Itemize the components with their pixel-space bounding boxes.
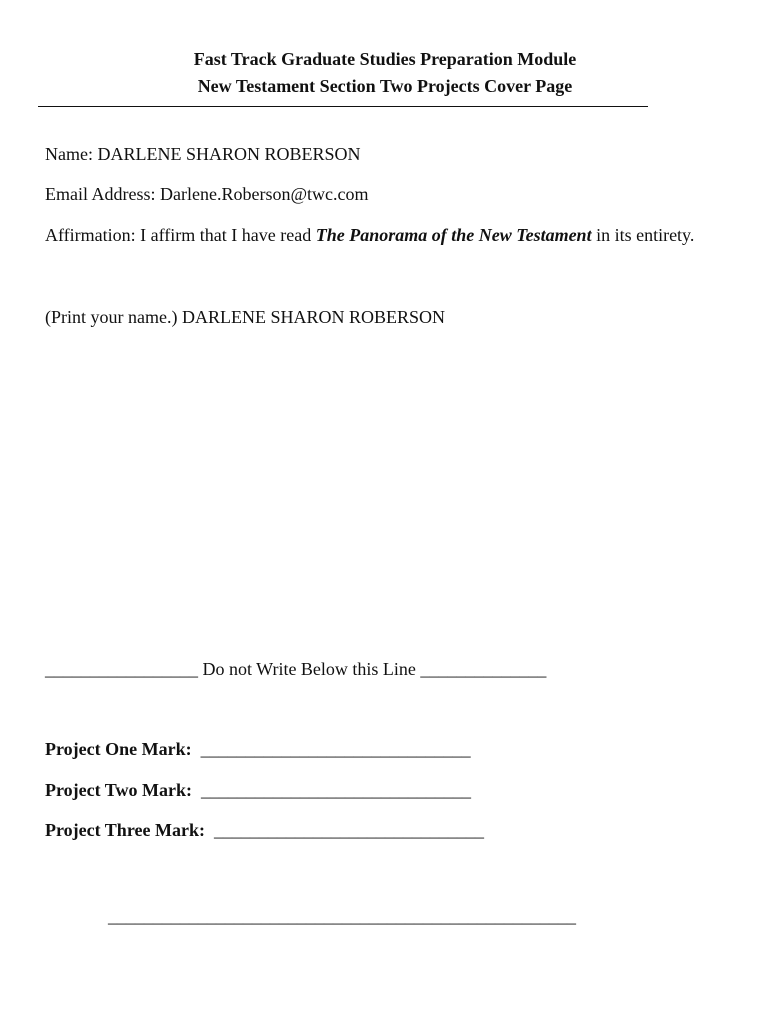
project-two-blank: ______________________________ xyxy=(191,780,471,800)
project-three-label: Project Three Mark: xyxy=(45,820,205,840)
project-two-label: Project Two Mark: xyxy=(45,780,192,800)
print-name-field: (Print your name.) DARLENE SHARON ROBERSON xyxy=(45,307,445,327)
project-one-mark xyxy=(45,736,471,763)
project-one-blank: ______________________________ xyxy=(191,739,471,759)
cover-page-title: New Testament Section Two Projects Cover Page xyxy=(197,76,573,96)
email-field: Email Address: Darlene.Roberson@twc.com xyxy=(45,184,369,204)
do-not-write-divider: _________________ Do not Write Below this Line ______________ xyxy=(45,659,547,679)
module-title: Fast Track Graduate Studies Preparation Module xyxy=(193,49,577,69)
project-one-label: Project One Mark: xyxy=(45,739,192,759)
project-three-mark xyxy=(45,817,484,844)
affirmation-suffix: in its entirety. xyxy=(591,225,695,245)
project-two-mark xyxy=(45,777,471,804)
bottom-signature-line: ____________________________________________________ xyxy=(108,906,576,926)
header-rule xyxy=(38,106,648,107)
project-three-blank: ______________________________ xyxy=(204,820,484,840)
name-field: Name: DARLENE SHARON ROBERSON xyxy=(45,144,361,164)
affirmation-statement xyxy=(45,221,715,249)
book-title: The Panorama of the New Testament xyxy=(315,225,592,245)
affirmation-prefix: Affirmation: I affirm that I have read xyxy=(45,225,316,245)
